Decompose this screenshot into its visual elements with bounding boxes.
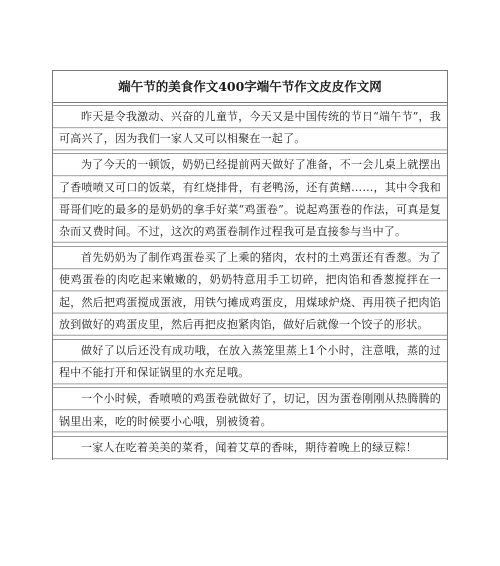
document-page bbox=[52, 70, 448, 460]
paragraph-3: 首先奶奶为了制作鸡蛋卷买了上乘的猪肉，农村的土鸡蛋还有香葱。为了使鸡蛋卷的肉吃起来嫩嫩的，奶奶特意用手工切碎，把肉馅和香葱搅拌在一起，然后把鸡蛋搅成蛋液，用铁勺摊成鸡蛋皮，用煤球炉烧、再用筷子把肉馅放到做好的鸡蛋皮里，然后再把皮抱紧肉馅，做好后就像一个饺子的形状。 bbox=[53, 244, 447, 337]
paragraph-2: 为了今天的一顿饭，奶奶已经提前两天做好了准备，不一会儿桌上就摆出了香喷喷又可口的饭菜，有红烧排骨，有老鸭汤，还有黄鳝……，其中令我和哥哥们吃的最多的是奶奶的拿手好菜“鸡蛋卷”。说起鸡蛋卷的作法，可真是复杂而又费时间。不过，这次的鸡蛋卷制作过程我可是直接参与当中了。 bbox=[53, 151, 447, 244]
paragraph-6: 一家人在吃着美美的菜肴，闻着艾草的香味，期待着晚上的绿豆粽！ bbox=[53, 434, 447, 460]
document-title: 端午节的美食作文400字端午节作文皮皮作文网 bbox=[53, 71, 447, 103]
paragraph-4: 做好了以后还没有成功哦，在放入蒸笼里蒸上1个小时，注意哦，蒸的过程中不能打开和保证锅里的水充足哦。 bbox=[53, 337, 447, 385]
paragraph-1: 昨天是令我激动、兴奋的儿童节，今天又是中国传统的节日“端午节”，我可高兴了，因为我们一家人又可以相聚在一起了。 bbox=[53, 103, 447, 151]
paragraph-5: 一个小时候，香喷喷的鸡蛋卷就做好了，切记，因为蛋卷刚刚从热腾腾的锅里出来，吃的时候要小心哦，别被烫着。 bbox=[53, 385, 447, 433]
